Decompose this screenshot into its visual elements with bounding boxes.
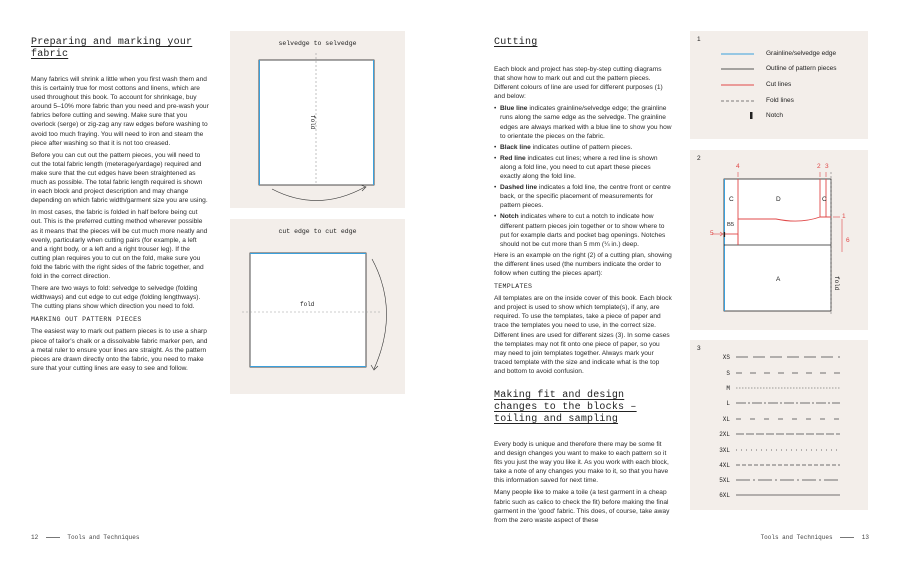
section-heading-preparing: Preparing and marking your fabric (31, 37, 193, 60)
section-heading-fit: Making fit and design changes to the blocks – toiling and sampling (494, 390, 637, 425)
fold-label: fold (309, 115, 316, 130)
panel-number: 1 (697, 36, 701, 43)
page-number: 12 (31, 534, 39, 541)
size-lines-panel (690, 340, 868, 510)
size-line-samples (690, 340, 868, 510)
paragraph: Here is an example on the right (2) of a cutting plan, showing the different lines used (the numbers indicate the order to follow when cutting the pieces apart): (494, 251, 672, 277)
paragraph: Every body is unique and therefore there may be some fit and design changes you want to make to each pattern so it fits you just the way you like it. As you work with each block, take a note of any changes you make to it, so that you have this information saved for next time. (494, 441, 669, 485)
left-text-column (31, 37, 209, 376)
section-heading-cutting: Cutting (494, 37, 538, 48)
cut-order-number: 4 (736, 163, 740, 170)
paragraph: Each block and project has step-by-step cutting diagrams that show how to mark out and cut the pattern pieces. Different colours of line are used for different purposes (1) and below: (494, 66, 663, 101)
legend-label-cut: Cut lines (766, 81, 792, 88)
running-title: Tools and Techniques (760, 534, 833, 541)
page-number: 13 (861, 534, 869, 541)
size-label: 6XL (719, 492, 730, 499)
legend-label-outline: Outline of pattern pieces (766, 65, 837, 72)
list-item: • Blue line indicates grainline/selvedge edge; the grainline runs along the same edge as the selvedge. The grainline edges are always marked with a blue line to show you how to orientate the pieces on the fabric. (494, 104, 672, 140)
paragraph: Many fabrics will shrink a little when you first wash them and this is certainly true for most cottons and linens, which are used throughout this book. To account for shrinkage, buy around 5–10% more fabric than you need and pre-wash your fabrics before cutting and sewing. Make sure that you overlock (serge) or zig-zag any raw edges before washing to avoid too much fraying. You will need to iron and steam the piece after washing so that it is not too creased. (31, 76, 209, 147)
size-label: XS (722, 354, 730, 361)
legend-label-grainline: Grainline/selvedge edge (766, 50, 837, 57)
line-type-list (494, 104, 672, 248)
size-label: S (726, 370, 730, 377)
list-item: • Notch indicates where to cut a notch to indicate how different pattern pieces join together or to show where to put for example darts and pocket bag openings. Notches should not be cut more than 5 mm (¼ in.) deep. (494, 212, 672, 248)
paragraph: Before you can cut out the pattern pieces, you will need to cut the total fabric length (meterage/yardage) required and make sure that the cut edges have been straightened as much as possible. The total fabric length required is shown in each block and project description and may change depending on which fabric width/garment size you are using. (31, 151, 208, 205)
panel-number: 2 (697, 155, 701, 162)
footer-left (31, 534, 139, 541)
fold-diagram (230, 31, 405, 208)
right-text-column (494, 37, 672, 528)
paragraph: Many people like to make a toile (a test garment in a cheap fabric such as calico to check the fit) before making the final garment in the 'good' fabric. This does, of course, take away from the zero waste aspect of these (494, 489, 670, 524)
cut-order-number: 6 (846, 237, 850, 244)
subhead-marking: MARKING OUT PATTERN PIECES (31, 316, 142, 324)
size-label: M (726, 385, 730, 392)
legend-label-notch: Notch (766, 112, 783, 119)
size-label: 2XL (719, 431, 730, 438)
piece-label: B5 (727, 222, 735, 228)
footer-right (761, 534, 869, 541)
legend-label-fold: Fold lines (766, 97, 794, 104)
fold-label: fold (300, 301, 315, 308)
cutting-plan-panel (690, 150, 868, 330)
list-item: • Black line indicates outline of pattern pieces. (494, 143, 672, 152)
paragraph: In most cases, the fabric is folded in half before being cut out. This is the preferred cutting method wherever possible as it means that the pieces will be cut much more neatly and evenly, particularly when cutting pairs (for example, a left and a right body, or a left and a right trouser leg). If the cutting plan requires you to cut on the fold, make sure you fold the fabric with the right sides of the fabric together, and fold in the correct direction. (31, 209, 208, 280)
cut-order-number: 1 (842, 213, 846, 220)
piece-label: A (776, 276, 781, 283)
paragraph: There are two ways to fold: selvedge to selvedge (folding widthways) and cut edge to cut edge (folding lengthways). The cutting plans show which direction you need to fold. (31, 285, 201, 311)
paragraph: The easiest way to mark out pattern pieces is to use a sharp piece of tailor's chalk or a dissolvable fabric marker pen, and a metal ruler to ensure your lines are straight. As the pattern pieces are drawn directly onto the fabric, you need to make sure that your cutting lines are easy to see and follow. (31, 328, 208, 372)
size-label: 3XL (719, 447, 730, 454)
paragraph: All templates are on the inside cover of this book. Each block and project is used to show which template(s), if any, are required. To use the templates, take a piece of paper and trace the templates you need to use, in the correct size. Different lines are used for different sizes (3). In some cases the templates may not fit onto one piece of paper, so you may need to join templates together. Always mark your traced template with the size and indicate what is the top and bottom to avoid confusion. (494, 295, 672, 375)
legend-panel (690, 31, 868, 139)
figure-cut-edge-to-cut-edge (230, 219, 405, 394)
running-title: Tools and Techniques (67, 534, 140, 541)
size-label: XL (722, 416, 730, 423)
size-label: 4XL (719, 462, 730, 469)
cutting-plan-diagram (690, 150, 868, 330)
list-item: • Red line indicates cut lines; where a red line is shown along a fold line, you need to cut apart these pieces exactly along the fold line. (494, 154, 672, 181)
subhead-templates: TEMPLATES (494, 283, 533, 291)
figure-label: cut edge to cut edge (278, 228, 357, 235)
size-label: L (726, 400, 730, 407)
list-item: • Dashed line indicates a fold line, the centre front or centre back, or the specific placement of measurements for pattern pieces. (494, 183, 672, 210)
cut-order-number: 3 (825, 163, 829, 170)
cut-order-number: 5 (710, 230, 714, 237)
figure-label: selvedge to selvedge (278, 40, 357, 47)
piece-label: C (729, 196, 734, 203)
fold-diagram (230, 219, 405, 394)
fold-label: fold (833, 276, 840, 291)
figure-selvedge-to-selvedge (230, 31, 405, 208)
piece-label: D (776, 196, 781, 203)
piece-label: C (822, 196, 827, 203)
cut-order-number: 2 (817, 163, 821, 170)
panel-number: 3 (697, 345, 701, 352)
size-label: 5XL (719, 477, 730, 484)
